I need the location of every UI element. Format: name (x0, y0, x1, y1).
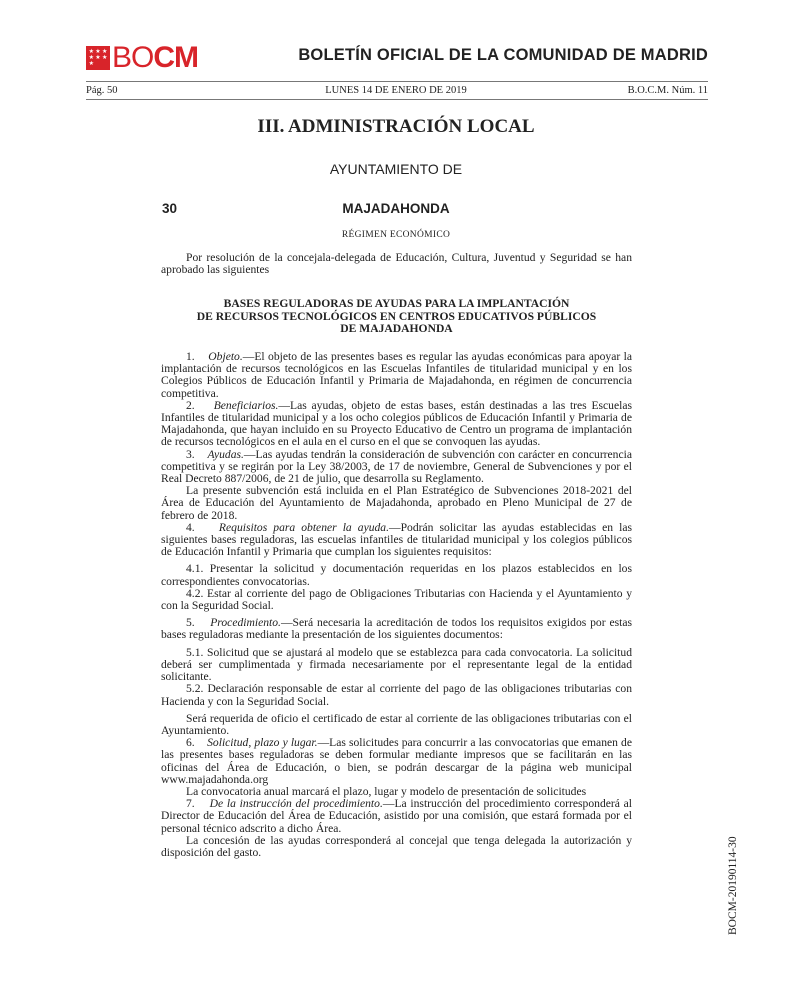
article-7-paragraph-2: La concesión de las ayudas corresponderá al concejal que tenga delegada la autorización y disposición del gasto. (161, 833, 632, 859)
bases-title (161, 298, 632, 335)
municipality-name: MAJADAHONDA (342, 201, 450, 216)
bocm-logo (86, 40, 198, 76)
section-heading: III. ADMINISTRACIÓN LOCAL (257, 116, 535, 137)
header-rule-top (86, 81, 708, 82)
bases-title-line: DE RECURSOS TECNOLÓGICOS EN CENTROS EDUCATIVOS PÚBLICOS (196, 309, 597, 323)
page-number: Pág. 50 (86, 85, 118, 96)
article-7: 7. De la instrucción del procedimiento.—La instrucción del procedimiento corresponderá al Director de Educación del Área de Educación, asistido por una comisión, que estará formada por el personal técnico adscrito a dicho Área. (161, 797, 632, 835)
article-1: 1. Objeto.—El objeto de las presentes bases es regular las ayudas económicas para apoyar la implantación de recursos tecnológicos en las Escuelas Infantiles de titularidad municipal y en los Colegios Públicos de Educación Infantil y Primaria de Majadahonda, en régimen de concurrencia competitiva. (161, 350, 632, 400)
regimen-heading: RÉGIMEN ECONÓMICO (341, 230, 451, 240)
issue-number: B.O.C.M. Núm. 11 (627, 85, 708, 96)
article-5-1: 5.1. Solicitud que se ajustará al modelo que se establezca para cada convocatoria. La solicitud deberá ser cumplimentada y firmada necesariamente por el representante legal de la entidad solicitante. (161, 645, 632, 684)
intro-paragraph: Por resolución de la concejala-delegada de Educación, Cultura, Juventud y Seguridad se han aprobado las siguientes (161, 251, 632, 277)
bases-title-line: DE MAJADAHONDA (340, 321, 453, 335)
page-header (86, 40, 708, 76)
gazette-title: BOLETÍN OFICIAL DE LA COMUNIDAD DE MADRID (298, 46, 708, 64)
article-3-paragraph-2: La presente subvención está incluida en el Plan Estratégico de Subvenciones 2018-2021 del Área de Educación del Ayuntamiento de Majadahonda, aprobado en Pleno Municipal de 27 de febrero de 2018. (161, 484, 632, 522)
document-identifier: BOCM-20190114-30 (727, 836, 739, 935)
publication-date: LUNES 14 DE ENERO DE 2019 (325, 85, 467, 96)
header-rule-bottom (86, 99, 708, 100)
article-4: 4. Requisitos para obtener la ayuda.—Podrán solicitar las ayudas establecidas en las siguientes bases reguladoras, las escuelas infantiles de titularidad municipal y los colegios públicos de Educación Infantil y Primaria que cumplan los siguientes requisitos: (161, 520, 633, 559)
bases-title-line: BASES REGULADORAS DE AYUDAS PARA LA IMPLANTACIÓN (223, 297, 570, 311)
article-4-2: 4.2. Estar al corriente del pago de Obligaciones Tributarias con Hacienda y el Ayuntamiento y con la Seguridad Social. (161, 586, 632, 613)
article-4-1: 4.1. Presentar la solicitud y documentación requeridas en los plazos establecidos en los correspondientes convocatorias. (161, 562, 632, 588)
madrid-stars-icon: ★ ★ ★ ★ ★ ★ ★ (86, 46, 110, 70)
article-5-2: 5.2. Declaración responsable de estar al corriente del pago de las obligaciones tributarias con Hacienda y con la Seguridad Social. (161, 682, 632, 708)
announcement-number: 30 (162, 201, 178, 216)
logo-wordmark: BOCM (112, 41, 199, 74)
article-5-paragraph-2: Será requerida de oficio el certificado de estar al corriente de las obligaciones tributarias con el Ayuntamiento. (161, 711, 632, 737)
ayuntamiento-label: AYUNTAMIENTO DE (329, 161, 463, 177)
article-3: 3. Ayudas.—Las ayudas tendrán la consideración de subvención con carácter en concurrencia competitiva y se regirán por la Ley 38/2003, de 17 de noviembre, General de Subvenciones y por el Real Decreto 887/2006, de 21 de julio, que desarrolla su Reglamento. (161, 447, 632, 486)
article-6: 6. Solicitud, plazo y lugar.—Las solicitudes para concurrir a las convocatorias que emanen de las presentes bases reguladoras se deben formular mediante impresos que se facilitarán en las oficinas del Área de Educación, o bien, se podrán descargar de la página web municipal www.majadahonda.org (161, 736, 632, 786)
article-2: 2. Beneficiarios.—Las ayudas, objeto de estas bases, están destinadas a las tres Escuelas Infantiles de titularidad municipal y a los ocho colegios públicos de Educación Infantil y Primaria de Majadahonda, que hayan incluido en su Proyecto Educativo de Centro un programa de implantación de recursos tecnológicos en el aula en el curso en el que se convoquen las ayudas. (161, 398, 633, 449)
article-5: 5. Procedimiento.—Será necesaria la acreditación de todos los requisitos exigidos por estas bases reguladoras mediante la presentación de los siguientes documentos: (161, 616, 632, 642)
article-6-paragraph-2: La convocatoria anual marcará el plazo, lugar y modelo de presentación de solicitudes (186, 784, 587, 798)
document-body (161, 252, 632, 859)
